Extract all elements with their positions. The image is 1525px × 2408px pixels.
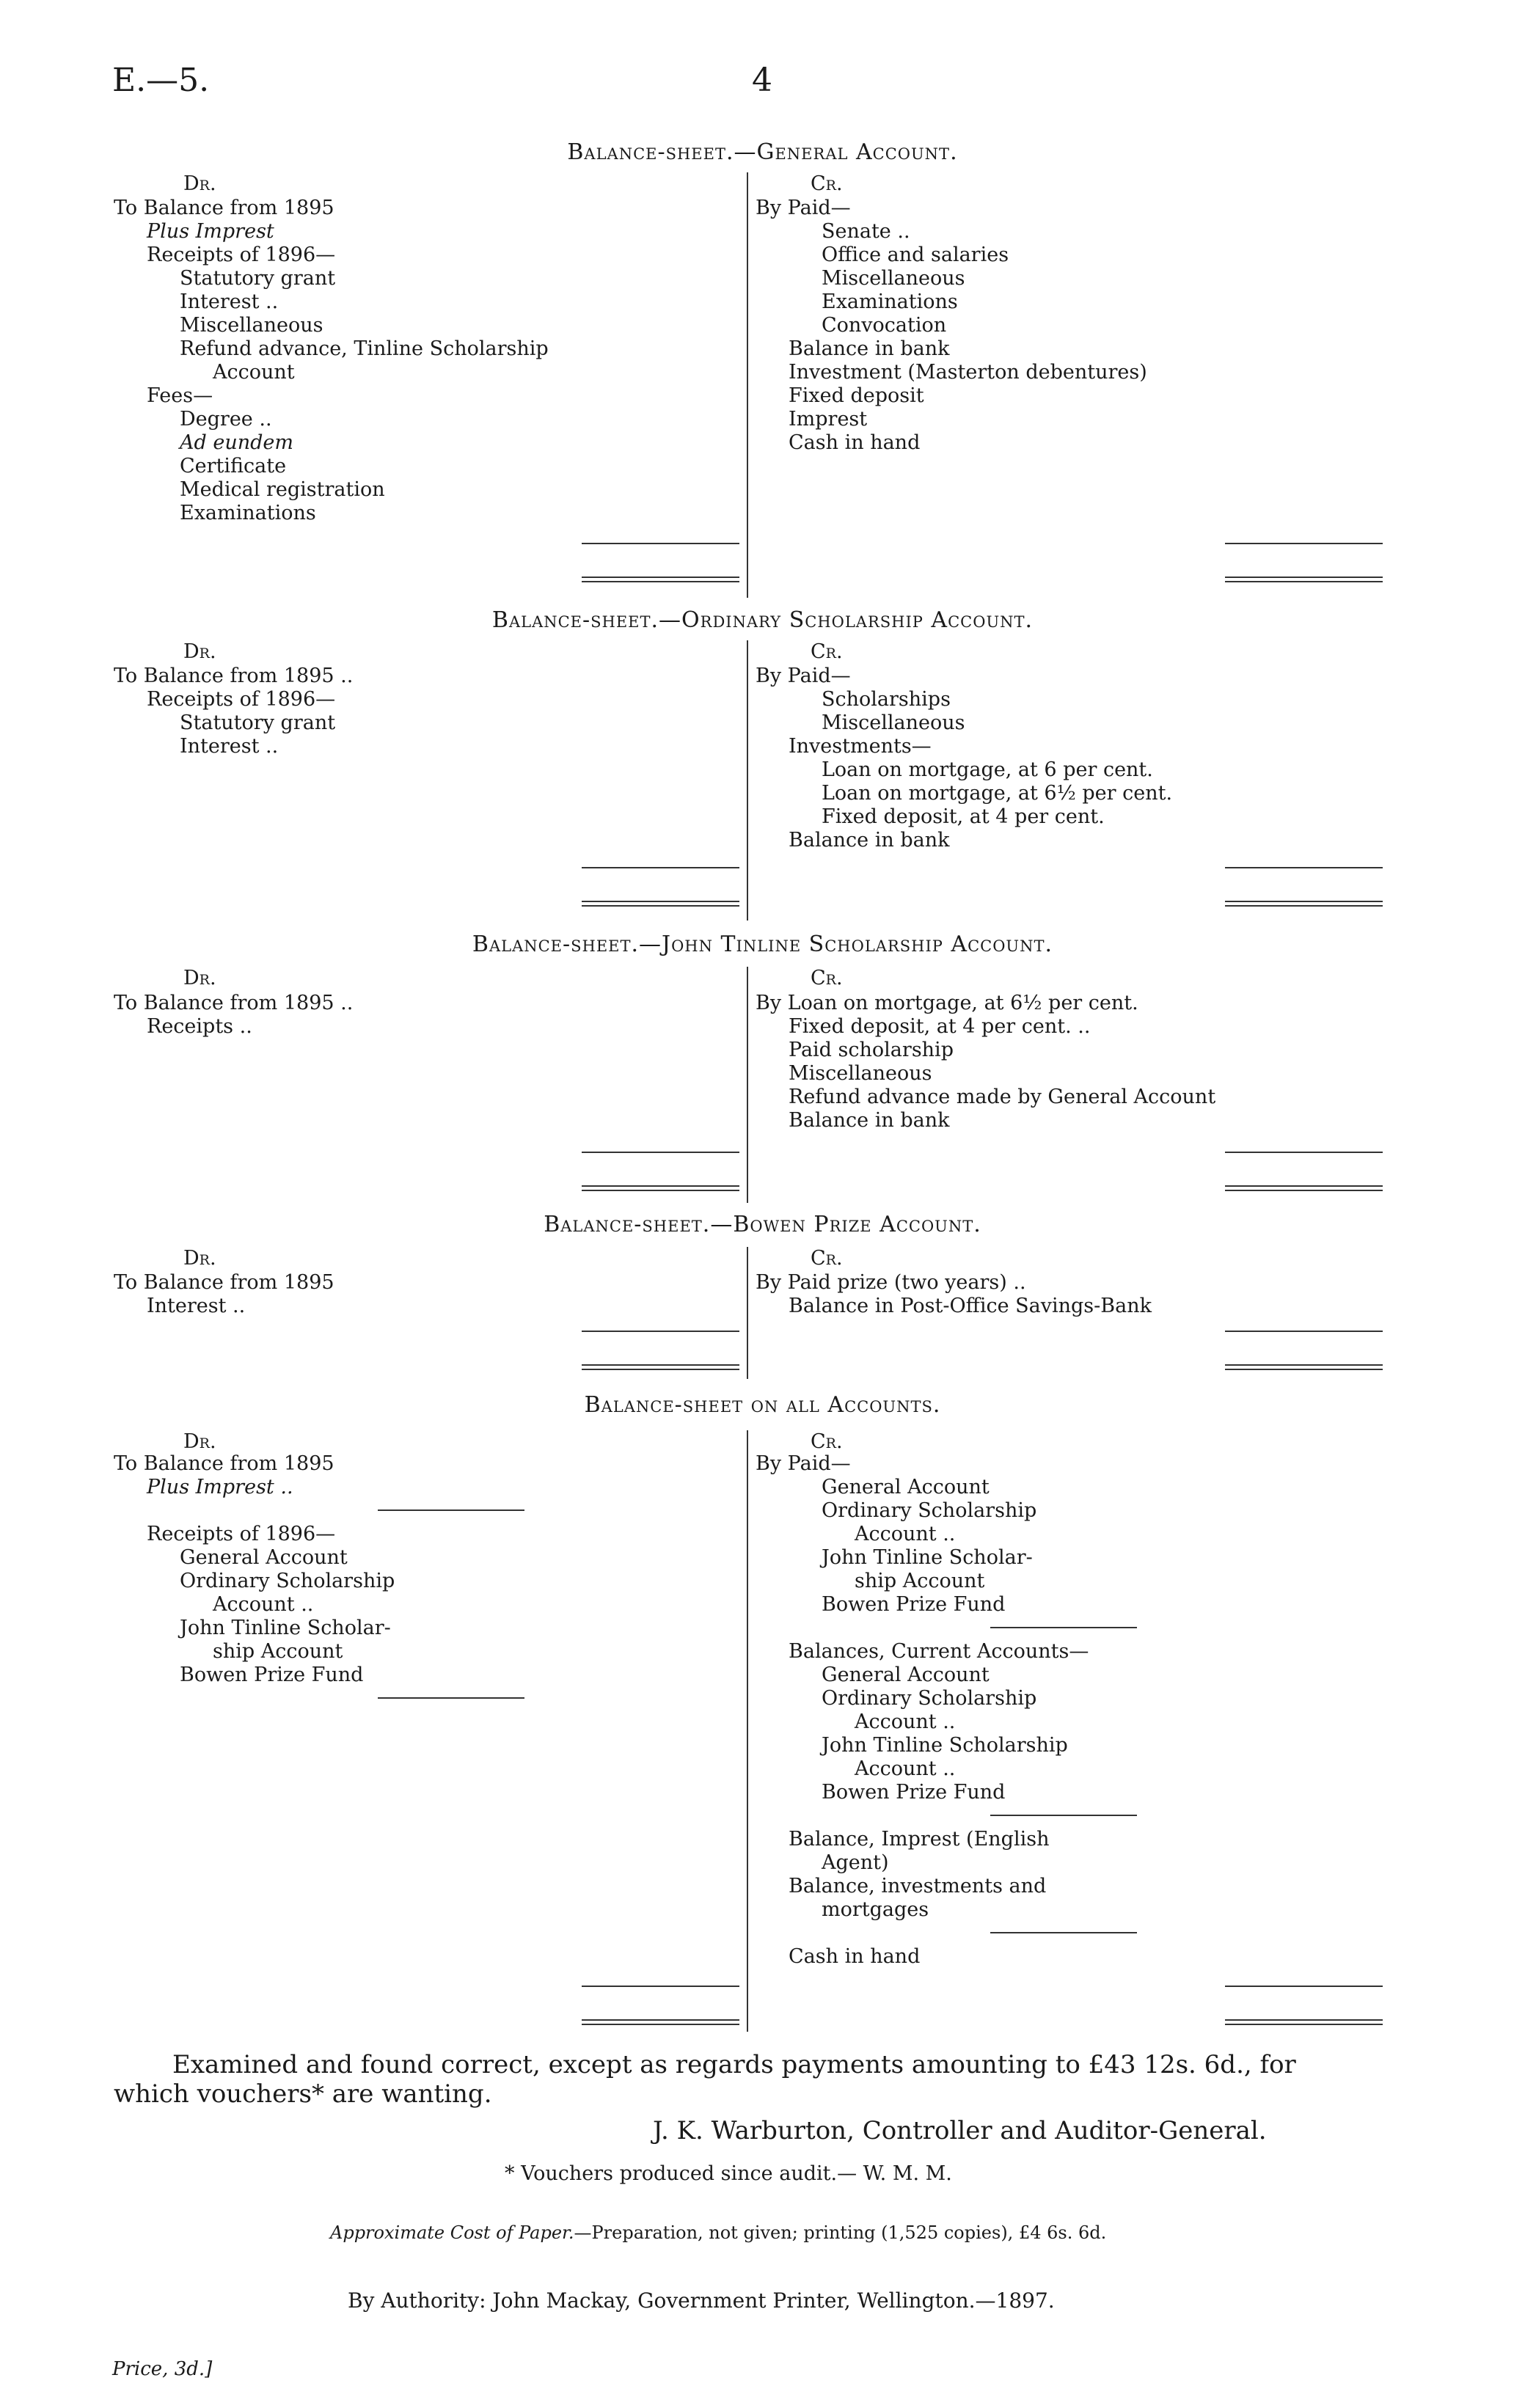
bowen-dr-total-rule [582, 1331, 739, 1332]
all-dr-label: Receipts of 1896— [147, 1523, 336, 1545]
general-dr-label: Medical registration [180, 478, 385, 501]
general-cr-heading: Cr. [811, 172, 843, 195]
all-cr-label: mortgages [822, 1898, 929, 1921]
ordinary-dr-label: Interest .. [180, 735, 279, 758]
bowen-cr-heading: Cr. [811, 1247, 843, 1270]
general-cr-label: Investment (Masterton debentures) [789, 361, 1147, 384]
general-dr-label: Miscellaneous [180, 314, 323, 337]
tinline-cr-label: Paid scholarship [789, 1039, 954, 1061]
all-dr-label: Bowen Prize Fund [180, 1664, 364, 1686]
bowen-cr-label: By Paid prize (two years) .. [756, 1271, 1026, 1294]
tinline-cr-label: Balance in bank [789, 1109, 950, 1132]
all-cr-label: Agent) [822, 1851, 889, 1874]
general-dr-label: Interest .. [180, 290, 279, 313]
general-dr-label: Refund advance, Tinline Scholarship [180, 337, 549, 360]
general-dr-total-double-rule [582, 577, 739, 582]
all-dr-label: Ordinary Scholarship [180, 1570, 395, 1592]
all-cr-label: By Paid— [756, 1452, 851, 1475]
all-cr-label: ship Account [855, 1570, 985, 1592]
all-cr-label: John Tinline Scholar- [822, 1546, 1033, 1569]
general-cr-label: Cash in hand [789, 431, 921, 454]
page-number: 4 [752, 62, 772, 99]
all-dr-total-double-rule [582, 2019, 739, 2025]
tinline-dr-label: To Balance from 1895 .. [114, 992, 354, 1014]
auditor-signature: J. K. Warburton, Controller and Auditor-General. [653, 2116, 1267, 2145]
general-dr-label: Account [213, 361, 295, 384]
ordinary-dr-heading: Dr. [183, 640, 216, 663]
ordinary-cr-label: Miscellaneous [822, 711, 965, 734]
ordinary-cr-label: Balance in bank [789, 829, 950, 852]
general-dr-heading: Dr. [183, 172, 216, 195]
ordinary-cr-label: Loan on mortgage, at 6½ per cent. [822, 782, 1173, 805]
ordinary-title: Balance-sheet.—Ordinary Scholarship Account. [491, 607, 1034, 633]
audit-statement [114, 2050, 1296, 2109]
tinline-dr-label: Receipts .. [147, 1015, 252, 1038]
ordinary-cr-label: By Paid— [756, 665, 851, 687]
all-dr-heading: Dr. [183, 1430, 216, 1453]
all-dr-label: Plus Imprest .. [147, 1476, 293, 1498]
general-divider [747, 172, 748, 598]
general-cr-label: By Paid— [756, 197, 851, 219]
printer-authority: By Authority: John Mackay, Government Printer, Wellington.—1897. [348, 2288, 1055, 2313]
all-cr-label: Bowen Prize Fund [822, 1593, 1006, 1616]
all-dr-label: John Tinline Scholar- [180, 1617, 391, 1639]
tinline-dr-heading: Dr. [183, 967, 216, 989]
price: Price, 3d.] [112, 2358, 213, 2380]
all-cr-total-rule [1225, 1986, 1383, 1987]
bowen-divider [747, 1247, 748, 1379]
tinline-divider [747, 967, 748, 1203]
page-reference: E.—5. [112, 62, 210, 99]
all-divider [747, 1430, 748, 2032]
bowen-cr-total-rule [1225, 1331, 1383, 1332]
general-dr-label: Plus Imprest [147, 220, 274, 243]
ordinary-cr-label: Scholarships [822, 688, 951, 711]
footnote: * Vouchers produced since audit.— W. M. M. [505, 2162, 952, 2185]
tinline-cr-label: By Loan on mortgage, at 6½ per cent. [756, 992, 1138, 1014]
bowen-dr-label: To Balance from 1895 [114, 1271, 334, 1294]
general-dr-label: Fees— [147, 384, 213, 407]
general-dr-total-rule [582, 543, 739, 544]
general-cr-label: Miscellaneous [822, 267, 965, 290]
cost-label: Approximate Cost of Paper. [330, 2222, 574, 2243]
all-cr-label: Balance, investments and [789, 1875, 1047, 1898]
tinline-dr-total-rule [582, 1152, 739, 1153]
all-cr-label: Ordinary Scholarship [822, 1499, 1037, 1522]
ordinary-cr-total-double-rule [1225, 901, 1383, 907]
general-cr-label: Fixed deposit [789, 384, 924, 407]
bowen-dr-total-double-rule [582, 1364, 739, 1370]
tinline-dr-total-double-rule [582, 1185, 739, 1191]
all-cr-label: Ordinary Scholarship [822, 1687, 1037, 1710]
all-cr-subtotal-rule [990, 1815, 1137, 1816]
tinline-cr-label: Miscellaneous [789, 1062, 932, 1085]
general-dr-label: Statutory grant [180, 267, 336, 290]
all-cr-label: Balances, Current Accounts— [789, 1640, 1089, 1663]
tinline-cr-label: Refund advance made by General Account [789, 1086, 1216, 1108]
general-dr-label: Receipts of 1896— [147, 244, 336, 266]
all-cr-label: General Account [822, 1664, 990, 1686]
tinline-title: Balance-sheet.—John Tinline Scholarship Account. [472, 932, 1053, 957]
ordinary-divider [747, 640, 748, 921]
all-cr-label: Cash in hand [789, 1945, 921, 1968]
bowen-title: Balance-sheet.—Bowen Prize Account. [544, 1212, 981, 1237]
all-dr-label: Account .. [213, 1593, 314, 1616]
ordinary-dr-label: To Balance from 1895 .. [114, 665, 354, 687]
ordinary-dr-total-double-rule [582, 901, 739, 907]
ordinary-cr-heading: Cr. [811, 640, 843, 663]
all-cr-label: John Tinline Scholarship [822, 1734, 1068, 1757]
general-cr-total-double-rule [1225, 577, 1383, 582]
all-cr-heading: Cr. [811, 1430, 843, 1453]
bowen-dr-label: Interest .. [147, 1295, 246, 1317]
general-cr-total-rule [1225, 543, 1383, 544]
ordinary-cr-label: Investments— [789, 735, 932, 758]
bowen-cr-label: Balance in Post-Office Savings-Bank [789, 1295, 1152, 1317]
all-dr-total-rule [582, 1986, 739, 1987]
all-cr-label: Account .. [855, 1710, 956, 1733]
general-cr-label: Balance in bank [789, 337, 950, 360]
all-cr-subtotal-rule [990, 1932, 1137, 1933]
all-cr-label: General Account [822, 1476, 990, 1498]
all-dr-label: General Account [180, 1546, 348, 1569]
general-dr-label: To Balance from 1895 [114, 197, 334, 219]
ordinary-dr-total-rule [582, 867, 739, 868]
general-dr-label: Ad eundem [180, 431, 293, 454]
all-cr-label: Account .. [855, 1523, 956, 1545]
cost-note [330, 2222, 1106, 2243]
ordinary-dr-label: Receipts of 1896— [147, 688, 336, 711]
ordinary-cr-label: Loan on mortgage, at 6 per cent. [822, 758, 1153, 781]
all-cr-total-double-rule [1225, 2019, 1383, 2025]
audit-statement-line-2: which vouchers* are wanting. [114, 2079, 492, 2109]
all-cr-label: Account .. [855, 1757, 956, 1780]
ordinary-cr-total-rule [1225, 867, 1383, 868]
general-cr-label: Office and salaries [822, 244, 1009, 266]
general-cr-label: Senate .. [822, 220, 910, 243]
general-dr-label: Degree .. [180, 408, 272, 431]
general-cr-label: Examinations [822, 290, 958, 313]
general-dr-label: Certificate [180, 455, 287, 477]
general-title: Balance-sheet.—General Account. [567, 139, 958, 165]
general-cr-label: Convocation [822, 314, 947, 337]
all-dr-label: ship Account [213, 1640, 343, 1663]
bowen-cr-total-double-rule [1225, 1364, 1383, 1370]
tinline-cr-total-double-rule [1225, 1185, 1383, 1191]
ordinary-dr-label: Statutory grant [180, 711, 336, 734]
cost-text: —Preparation, not given; printing (1,525 copies), £4 6s. 6d. [574, 2222, 1107, 2243]
all-cr-subtotal-rule [990, 1627, 1137, 1628]
all-dr-subtotal-rule [378, 1509, 524, 1511]
general-cr-label: Imprest [789, 408, 868, 431]
all-dr-subtotal-rule [378, 1697, 524, 1699]
audit-statement-line-1: Examined and found correct, except as regards payments amounting to £43 12s. 6d., for [172, 2050, 1296, 2079]
ordinary-cr-label: Fixed deposit, at 4 per cent. [822, 805, 1105, 828]
all-dr-label: To Balance from 1895 [114, 1452, 334, 1475]
all-cr-label: Balance, Imprest (English [789, 1828, 1050, 1851]
all-title: Balance-sheet on all Accounts. [584, 1392, 941, 1418]
bowen-dr-heading: Dr. [183, 1247, 216, 1270]
tinline-cr-total-rule [1225, 1152, 1383, 1153]
tinline-cr-label: Fixed deposit, at 4 per cent. .. [789, 1015, 1091, 1038]
tinline-cr-heading: Cr. [811, 967, 843, 989]
general-dr-label: Examinations [180, 502, 316, 524]
all-cr-label: Bowen Prize Fund [822, 1781, 1006, 1804]
